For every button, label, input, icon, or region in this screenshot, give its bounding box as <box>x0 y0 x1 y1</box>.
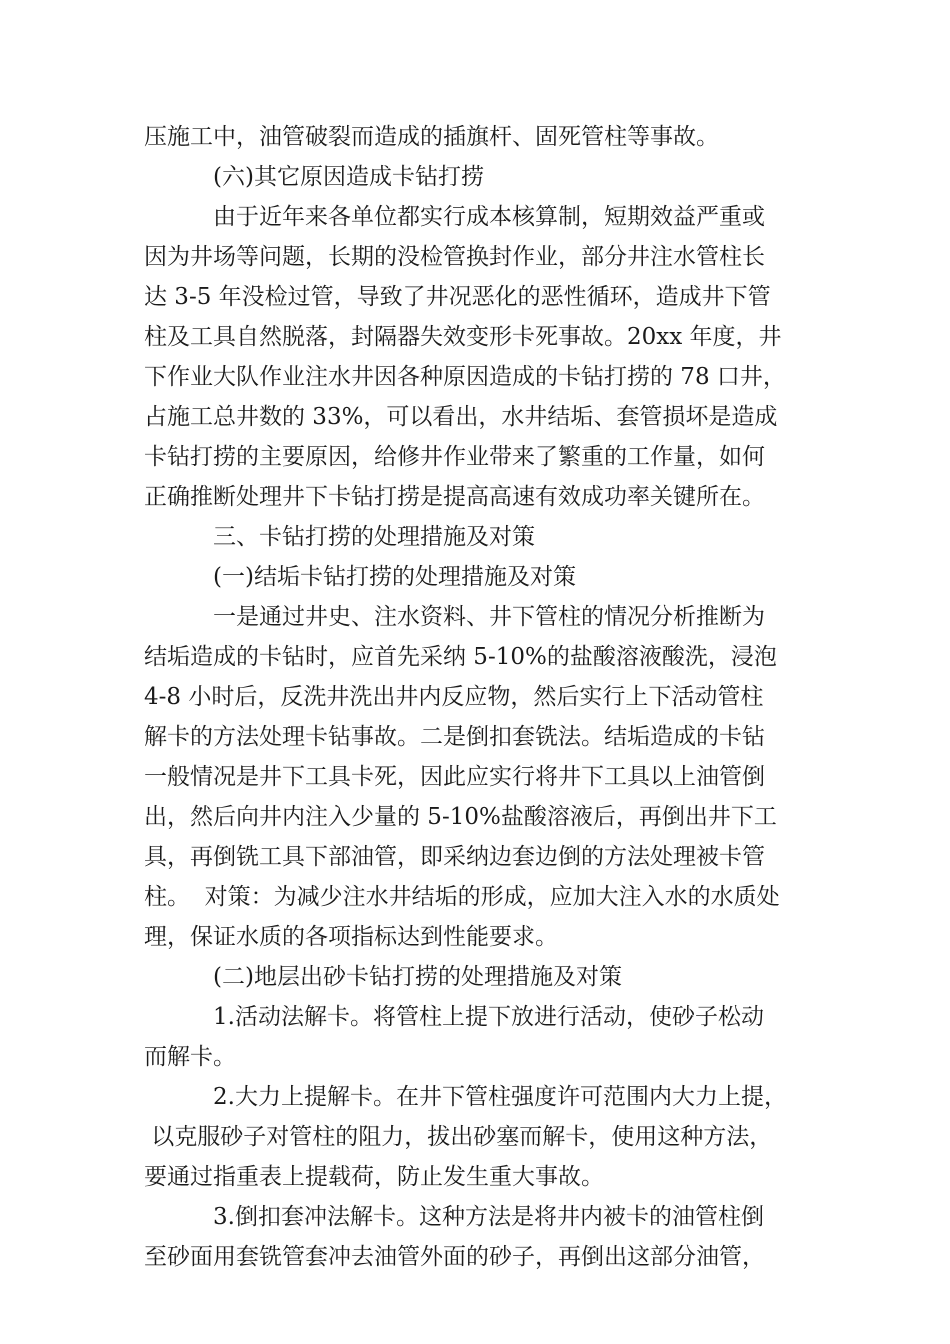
document-body <box>0 117 950 1277</box>
section-heading: 三、卡钻打捞的处理措施及对策 <box>213 524 535 550</box>
text-line: 一般情况是井下工具卡死，因此应实行将井下工具以上油管倒 <box>144 764 765 790</box>
text-line: 柱及工具自然脱落，封隔器失效变形卡死事故。20xx 年度，井 <box>144 324 782 350</box>
section-heading: (二)地层出砂卡钻打捞的处理措施及对策 <box>213 964 622 990</box>
text-line: 具，再倒铣工具下部油管，即采纳边套边倒的方法处理被卡管 <box>144 844 765 870</box>
text-line: 占施工总井数的 33%，可以看出，水井结垢、套管损坏是造成 <box>144 404 778 430</box>
section-heading: (六)其它原因造成卡钻打捞 <box>213 164 484 190</box>
text-line: 4-8 小时后，反洗井洗出井内反应物，然后实行上下活动管柱 <box>144 684 764 710</box>
text-line: 3.倒扣套冲法解卡。这种方法是将井内被卡的油管柱倒 <box>213 1204 764 1230</box>
text-line: 出，然后向井内注入少量的 5-10%盐酸溶液后，再倒出井下工 <box>144 804 777 830</box>
text-line: 解卡的方法处理卡钻事故。二是倒扣套铣法。结垢造成的卡钻 <box>144 724 765 750</box>
text-line: 下作业大队作业注水井因各种原因造成的卡钻打捞的 78 口井， <box>144 364 786 390</box>
text-line: 因为井场等问题，长期的没检管换封作业，部分井注水管柱长 <box>144 244 765 270</box>
text-line: 理，保证水质的各项指标达到性能要求。 <box>144 924 558 950</box>
text-line: 正确推断处理井下卡钻打捞是提高高速有效成功率关键所在。 <box>144 484 765 510</box>
text-line: 而解卡。 <box>144 1044 236 1070</box>
text-line: 卡钻打捞的主要原因，给修井作业带来了繁重的工作量，如何 <box>144 444 765 470</box>
text-line: 压施工中，油管破裂而造成的插旗杆、固死管柱等事故。 <box>144 124 719 150</box>
text-line: 柱。 对策：为减少注水井结垢的形成，应加大注入水的水质处 <box>144 884 780 910</box>
section-heading: (一)结垢卡钻打捞的处理措施及对策 <box>213 564 576 590</box>
text-line: 至砂面用套铣管套冲去油管外面的砂子，再倒出这部分油管， <box>144 1244 765 1270</box>
text-line: 结垢造成的卡钻时，应首先采纳 5-10%的盐酸溶液酸洗，浸泡 <box>144 644 777 670</box>
text-line: 达 3-5 年没检过管，导致了井况恶化的恶性循环，造成井下管 <box>144 284 771 310</box>
text-line: 1.活动法解卡。将管柱上提下放进行活动，使砂子松动 <box>213 1004 764 1030</box>
text-line: 由于近年来各单位都实行成本核算制，短期效益严重或 <box>213 204 765 230</box>
text-line: 以克服砂子对管柱的阻力，拔出砂塞而解卡，使用这种方法， <box>144 1124 773 1150</box>
text-line: 要通过指重表上提载荷，防止发生重大事故。 <box>144 1164 604 1190</box>
text-line: 一是通过井史、注水资料、井下管柱的情况分析推断为 <box>213 604 765 630</box>
text-line: 2.大力上提解卡。在井下管柱强度许可范围内大力上提， <box>213 1084 787 1110</box>
